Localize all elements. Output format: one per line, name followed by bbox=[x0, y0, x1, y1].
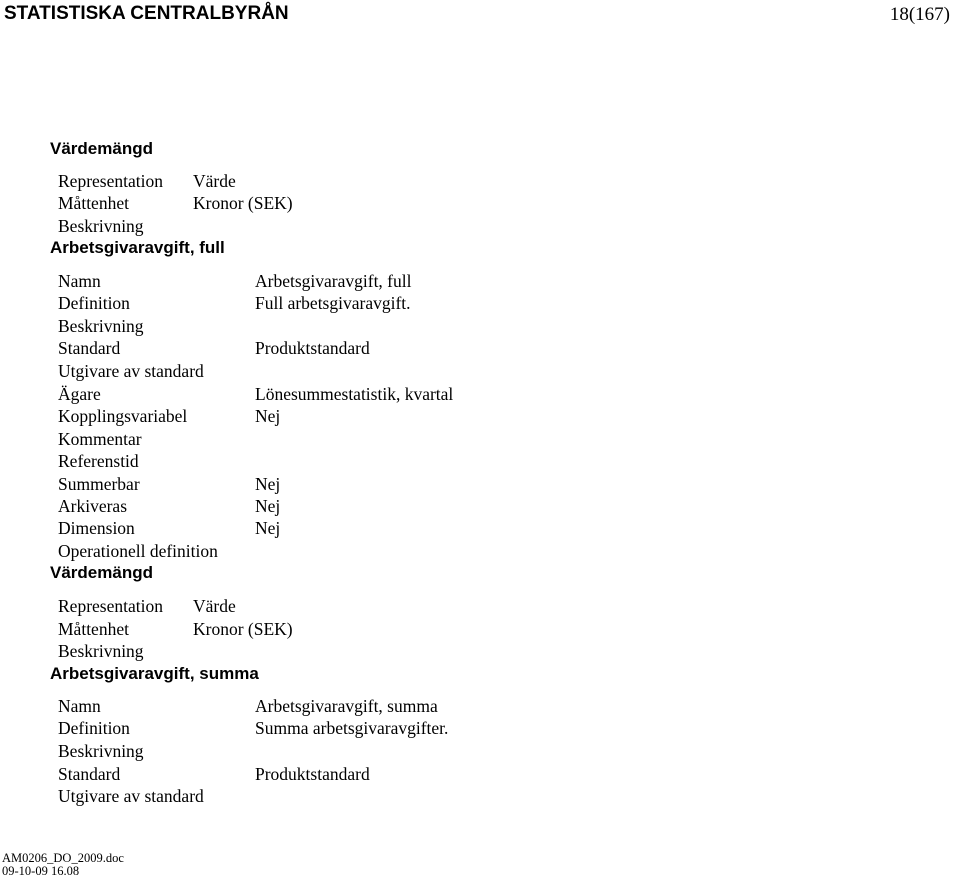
page-number: 18(167) bbox=[889, 4, 950, 25]
variable-title: Arbetsgivaravgift, full bbox=[50, 238, 225, 257]
property-label: Arkiveras bbox=[58, 496, 128, 516]
variable-title: Arbetsgivaravgift, summa bbox=[50, 664, 259, 683]
property-label: Referenstid bbox=[58, 451, 139, 471]
property-value: Full arbetsgivaravgift. bbox=[255, 293, 411, 313]
footer-datetime: 09-10-09 16.08 bbox=[2, 864, 80, 878]
property-label: Operationell definition bbox=[58, 541, 218, 561]
property-value: Summa arbetsgivaravgifter. bbox=[255, 718, 449, 738]
property-label: Namn bbox=[58, 696, 101, 716]
property-label: Definition bbox=[58, 718, 130, 738]
property-value: Arbetsgivaravgift, summa bbox=[255, 696, 438, 716]
property-label: Beskrivning bbox=[58, 741, 144, 761]
unit-value: Kronor (SEK) bbox=[193, 619, 293, 639]
property-value: Produktstandard bbox=[255, 764, 370, 784]
property-value: Produktstandard bbox=[255, 338, 370, 358]
property-label: Dimension bbox=[58, 518, 135, 538]
representation-label: Representation bbox=[58, 171, 163, 191]
representation-label: Representation bbox=[58, 596, 163, 616]
property-label: Standard bbox=[58, 764, 121, 784]
unit-label: Måttenhet bbox=[58, 193, 129, 213]
property-label: Definition bbox=[58, 293, 130, 313]
property-label: Beskrivning bbox=[58, 316, 144, 336]
property-value: Arbetsgivaravgift, full bbox=[255, 271, 412, 291]
unit-label: Måttenhet bbox=[58, 619, 129, 639]
unit-value: Kronor (SEK) bbox=[193, 193, 293, 213]
property-value: Lönesummestatistik, kvartal bbox=[255, 384, 454, 404]
section-heading-vardemangd: Värdemängd bbox=[50, 139, 153, 158]
description-label: Beskrivning bbox=[58, 641, 144, 661]
section-heading-vardemangd: Värdemängd bbox=[50, 563, 153, 582]
property-label: Standard bbox=[58, 338, 121, 358]
property-label: Kopplingsvariabel bbox=[58, 406, 188, 426]
property-label: Utgivare av standard bbox=[58, 361, 204, 381]
property-label: Ägare bbox=[58, 384, 101, 404]
organization-name: STATISTISKA CENTRALBYRÅN bbox=[4, 3, 289, 24]
property-value: Nej bbox=[255, 496, 281, 516]
property-label: Utgivare av standard bbox=[58, 786, 204, 806]
property-label: Kommentar bbox=[58, 429, 142, 449]
property-value: Nej bbox=[255, 518, 281, 538]
representation-value: Värde bbox=[193, 171, 236, 191]
property-label: Summerbar bbox=[58, 474, 140, 494]
property-label: Namn bbox=[58, 271, 101, 291]
property-value: Nej bbox=[255, 474, 281, 494]
description-label: Beskrivning bbox=[58, 216, 144, 236]
property-value: Nej bbox=[255, 406, 281, 426]
footer-filename: AM0206_DO_2009.doc bbox=[2, 851, 124, 865]
representation-value: Värde bbox=[193, 596, 236, 616]
